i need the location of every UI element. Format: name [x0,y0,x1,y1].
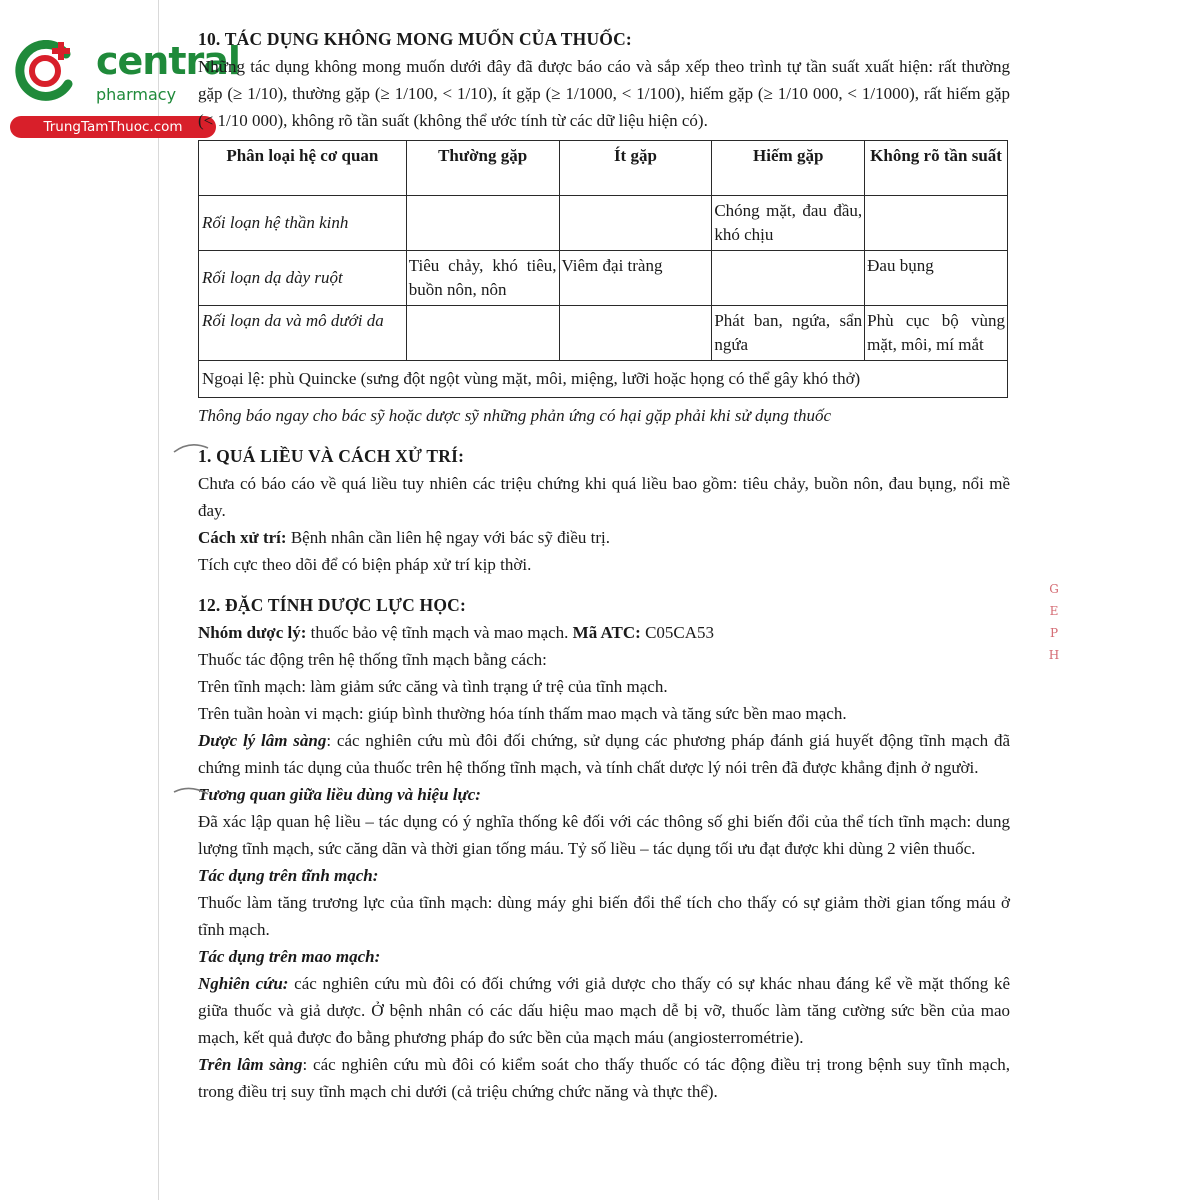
section-12-title: 12. ĐẶC TÍNH DƯỢC LỰC HỌC: [198,595,467,615]
overdose-text: Chưa có báo cáo về quá liều tuy nhiên các triệu chứng khi quá liều bao gồm: tiêu chảy, buồn nôn, đau bụng, nổi mề đay. [198,474,1010,520]
logo-site-bar[interactable]: TrungTamThuoc.com [10,116,216,138]
table-header-cell: Ít gặp [559,141,712,196]
research-label: Nghiên cứu: [198,974,289,993]
table-header-cell: Phân loại hệ cơ quan [199,141,407,196]
capillary-effect-heading: Tác dụng trên mao mạch: [198,947,381,966]
table-row [199,196,1008,251]
table-header-row [199,141,1008,196]
atc-code: C05CA53 [640,623,715,642]
clinical-pharmacology [198,727,1010,781]
table-cell: Tiêu chảy, khó tiêu, buồn nôn, nôn [406,251,559,306]
mechanism-microcirculation: Trên tuần hoàn vi mạch: giúp bình thường hóa tính thấm mao mạch và tăng sức bền mao mạch. [198,704,847,723]
monitoring-text: Tích cực theo dõi để có biện pháp xử trí kịp thời. [198,555,532,574]
table-header-cell: Không rõ tần suất [865,141,1008,196]
handling-paragraph [198,524,1010,551]
table-cell: Chóng mặt, đau đầu, khó chịu [712,196,865,251]
organ-system-cell: Rối loạn dạ dày ruột [199,251,407,306]
central-pharmacy-logo[interactable] [8,36,240,136]
approval-stamp [1044,548,1064,666]
stamp-letter: P [1049,626,1059,640]
research-paragraph [198,970,1010,1051]
logo-wordmark: central [96,39,240,83]
table-cell [406,196,559,251]
dose-response-text: Đã xác lập quan hệ liều – tác dụng có ý nghĩa thống kê đối với các thông số ghi biến đổi của thể tích tĩnh mạch: dung lượng tĩnh mạch, sức căng dãn và thời gian tống máu. Tỷ số liều – tác dụng tối ưu đạt được khi dùng 2 viên thuốc. [198,812,1010,858]
table-cell: Viêm đại tràng [559,251,712,306]
dose-response-heading: Tương quan giữa liều dùng và hiệu lực: [198,785,481,804]
logo-mark-icon [14,40,76,102]
section-11-title: 1. QUÁ LIỀU VÀ CÁCH XỬ TRÍ: [198,446,465,466]
table-row [199,306,1008,361]
scan-mark-icon [172,438,212,458]
stamp-letter: E [1049,604,1059,618]
page-edge [158,0,159,1200]
table-header-cell: Thường gặp [406,141,559,196]
pharmacologic-group [198,619,1010,646]
clinic-text: : các nghiên cứu mù đôi có kiểm soát cho thấy thuốc có tác động điều trị trong bệnh suy tĩnh mạch, trong điều trị suy tĩnh mạch chi dưới (cả triệu chứng chức năng và thực thể). [198,1055,1010,1101]
mechanism-veins: Trên tĩnh mạch: làm giảm sức căng và tình trạng ứ trệ của tĩnh mạch. [198,677,668,696]
clinic-label: Trên lâm sàng [198,1055,303,1074]
table-cell [559,306,712,361]
atc-label: Mã ATC: [572,623,641,642]
table-cell: Đau bụng [865,251,1008,306]
scan-mark-icon [172,782,212,802]
table-cell: Phù cục bộ vùng mặt, môi, mí mắt [865,306,1008,361]
table-cell [406,306,559,361]
table-cell [712,251,865,306]
organ-system-cell: Rối loạn hệ thần kinh [199,196,407,251]
group-label: Nhóm dược lý: [198,623,307,642]
research-text: các nghiên cứu mù đôi có đối chứng với giả dược cho thấy có sự khác nhau đáng kể về mặt thống kê giữa thuốc và giả dược. Ở bệnh nhân có các dấu hiệu mao mạch dễ bị vỡ, thuốc làm tăng cường sức bền của mao mạch, kết quả được đo bằng phương pháp đo sức bền của mạch máu (angiosterrométrie). [198,974,1010,1047]
handling-text: Bệnh nhân cần liên hệ ngay với bác sỹ điều trị. [286,528,610,547]
mechanism-intro: Thuốc tác động trên hệ thống tĩnh mạch bằng cách: [198,650,547,669]
clinical-label: Dược lý lâm sàng [198,731,327,750]
table-cell [865,196,1008,251]
table-cell [559,196,712,251]
organ-system-cell: Rối loạn da và mô dưới da [199,306,407,361]
vein-effect-heading: Tác dụng trên tĩnh mạch: [198,866,379,885]
stamp-letter: G [1049,582,1059,596]
document-body [198,26,1010,1105]
vein-effect-text: Thuốc làm tăng trương lực của tĩnh mạch: dùng máy ghi biến đổi thể tích cho thấy có sự giảm thời gian tống máu ở tĩnh mạch. [198,893,1010,939]
group-text: thuốc bảo vệ tĩnh mạch và mao mạch. [306,623,573,642]
table-exception-row [199,361,1008,398]
report-notice: Thông báo ngay cho bác sỹ hoặc dược sỹ những phản ứng có hại gặp phải khi sử dụng thuốc [198,406,832,425]
section-10-intro: Những tác dụng không mong muốn dưới đây đã được báo cáo và sắp xếp theo trình tự tần suất xuất hiện: rất thường gặp (≥ 1/10), thường gặp (≥ 1/100, < 1/10), ít gặp (≥ 1/1000, < 1/100), hiếm gặp (≥ 1/10 000, < 1/1000), rất hiếm gặp (< 1/10 000), không rõ tần suất (không thể ước tính từ các dữ liệu hiện có). [198,57,1010,130]
logo-subtitle: pharmacy [96,85,177,104]
clinical-text: : các nghiên cứu mù đôi đối chứng, sử dụng các phương pháp đánh giá huyết động tĩnh mạch đã chứng minh tác dụng của thuốc trên hệ thống tĩnh mạch, và tính chất dược lý nói trên đã được khẳng định ở người. [198,731,1010,777]
handling-label: Cách xử trí: [198,528,287,547]
table-cell: Phát ban, ngứa, sẩn ngứa [712,306,865,361]
table-header-cell: Hiếm gặp [712,141,865,196]
clinical-use-paragraph [198,1051,1010,1105]
adverse-effects-table [198,140,1008,398]
section-10-title: 10. TÁC DỤNG KHÔNG MONG MUỐN CỦA THUỐC: [198,29,632,49]
exception-note: Ngoại lệ: phù Quincke (sưng đột ngột vùng mặt, môi, miệng, lưỡi hoặc họng có thể gây khó thở) [199,361,1008,398]
stamp-letter: H [1048,648,1060,662]
table-row [199,251,1008,306]
